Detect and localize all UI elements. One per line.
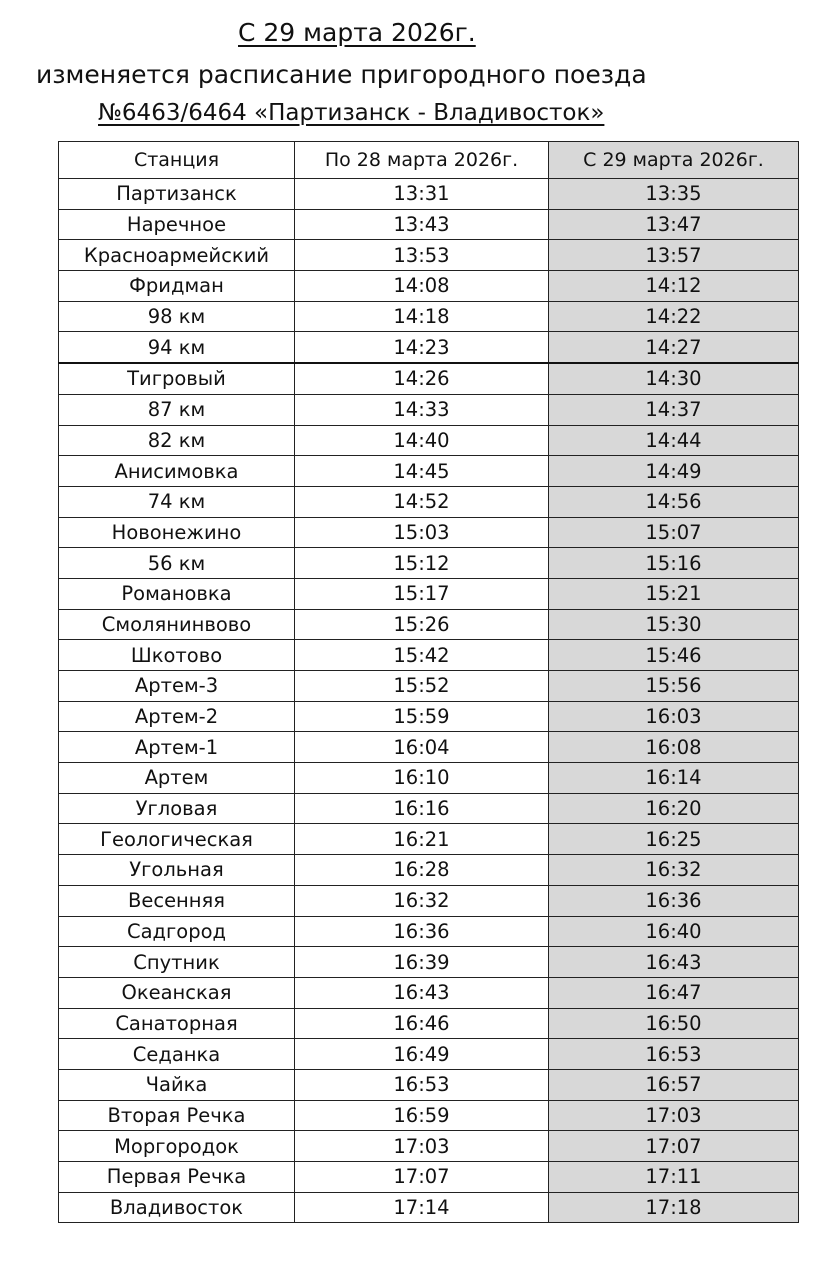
new-time-cell: 14:12 [549,271,799,302]
station-cell: 94 км [59,332,295,363]
station-cell: Фридман [59,271,295,302]
table-header-row [59,142,799,179]
new-time-cell: 14:27 [549,332,799,363]
column-header-old-time: По 28 марта 2026г. [295,142,549,179]
new-time-cell: 13:47 [549,209,799,240]
table-row [59,240,799,271]
old-time-cell: 16:32 [295,885,549,916]
table-row [59,486,799,517]
new-time-cell: 14:37 [549,394,799,425]
table-row [59,363,799,394]
old-time-cell: 17:14 [295,1192,549,1223]
new-time-cell: 16:36 [549,885,799,916]
station-cell: 74 км [59,486,295,517]
old-time-cell: 16:39 [295,947,549,978]
old-time-cell: 14:08 [295,271,549,302]
new-time-cell: 14:30 [549,363,799,394]
old-time-cell: 15:17 [295,578,549,609]
table-row [59,548,799,579]
table-row [59,1131,799,1162]
new-time-cell: 16:50 [549,1008,799,1039]
station-cell: Владивосток [59,1192,295,1223]
old-time-cell: 16:04 [295,732,549,763]
column-header-station: Станция [59,142,295,179]
new-time-cell: 16:43 [549,947,799,978]
table-row [59,1100,799,1131]
new-time-cell: 17:18 [549,1192,799,1223]
new-time-cell: 15:07 [549,517,799,548]
table-row [59,517,799,548]
station-cell: Артем [59,763,295,794]
new-time-cell: 15:46 [549,640,799,671]
station-cell: Смолянинвово [59,609,295,640]
station-cell: 56 км [59,548,295,579]
station-cell: Чайка [59,1069,295,1100]
old-time-cell: 16:53 [295,1069,549,1100]
table-row [59,793,799,824]
old-time-cell: 15:52 [295,671,549,702]
new-time-cell: 16:08 [549,732,799,763]
old-time-cell: 16:49 [295,1039,549,1070]
station-cell: Артем-1 [59,732,295,763]
station-cell: Партизанск [59,179,295,210]
table-row [59,855,799,886]
new-time-cell: 15:16 [549,548,799,579]
old-time-cell: 16:59 [295,1100,549,1131]
table-row [59,947,799,978]
old-time-cell: 17:07 [295,1162,549,1193]
old-time-cell: 15:12 [295,548,549,579]
table-row [59,1162,799,1193]
new-time-cell: 13:57 [549,240,799,271]
table-row [59,701,799,732]
station-cell: Артем-3 [59,671,295,702]
new-time-cell: 16:25 [549,824,799,855]
station-cell: Санаторная [59,1008,295,1039]
old-time-cell: 15:26 [295,609,549,640]
new-time-cell: 16:32 [549,855,799,886]
station-cell: Садгород [59,916,295,947]
new-time-cell: 16:14 [549,763,799,794]
station-cell: Новонежино [59,517,295,548]
station-cell: Наречное [59,209,295,240]
old-time-cell: 14:40 [295,425,549,456]
old-time-cell: 13:43 [295,209,549,240]
table-row [59,578,799,609]
table-row [59,732,799,763]
new-time-cell: 15:30 [549,609,799,640]
table-row [59,1069,799,1100]
new-time-cell: 14:49 [549,456,799,487]
table-row [59,394,799,425]
new-time-cell: 14:56 [549,486,799,517]
old-time-cell: 15:42 [295,640,549,671]
table-row [59,640,799,671]
station-cell: Угловая [59,793,295,824]
old-time-cell: 14:26 [295,363,549,394]
station-cell: Шкотово [59,640,295,671]
new-time-cell: 14:44 [549,425,799,456]
old-time-cell: 15:59 [295,701,549,732]
table-row [59,977,799,1008]
table-row [59,209,799,240]
new-time-cell: 17:07 [549,1131,799,1162]
table-row [59,456,799,487]
table-row [59,425,799,456]
old-time-cell: 16:43 [295,977,549,1008]
new-time-cell: 16:20 [549,793,799,824]
table-row [59,1192,799,1223]
old-time-cell: 16:10 [295,763,549,794]
station-cell: Угольная [59,855,295,886]
notice-subtitle: изменяется расписание пригородного поезда [36,60,647,89]
station-cell: 82 км [59,425,295,456]
station-cell: 87 км [59,394,295,425]
old-time-cell: 14:45 [295,456,549,487]
train-route-title: №6463/6464 «Партизанск - Владивосток» [98,100,605,126]
station-cell: Геологическая [59,824,295,855]
new-time-cell: 16:40 [549,916,799,947]
station-cell: Вторая Речка [59,1100,295,1131]
schedule-table [58,141,799,1223]
station-cell: Первая Речка [59,1162,295,1193]
new-time-cell: 16:03 [549,701,799,732]
new-time-cell: 13:35 [549,179,799,210]
station-cell: Анисимовка [59,456,295,487]
table-row [59,301,799,332]
station-cell: 98 км [59,301,295,332]
station-cell: Романовка [59,578,295,609]
station-cell: Океанская [59,977,295,1008]
old-time-cell: 16:46 [295,1008,549,1039]
old-time-cell: 14:33 [295,394,549,425]
table-row [59,824,799,855]
station-cell: Моргородок [59,1131,295,1162]
old-time-cell: 13:53 [295,240,549,271]
table-row [59,179,799,210]
old-time-cell: 14:18 [295,301,549,332]
table-row [59,671,799,702]
old-time-cell: 16:21 [295,824,549,855]
old-time-cell: 15:03 [295,517,549,548]
old-time-cell: 14:52 [295,486,549,517]
table-row [59,916,799,947]
station-cell: Весенняя [59,885,295,916]
new-time-cell: 14:22 [549,301,799,332]
new-time-cell: 17:03 [549,1100,799,1131]
station-cell: Тигровый [59,363,295,394]
new-time-cell: 17:11 [549,1162,799,1193]
new-time-cell: 16:47 [549,977,799,1008]
old-time-cell: 13:31 [295,179,549,210]
station-cell: Артем-2 [59,701,295,732]
new-time-cell: 15:21 [549,578,799,609]
old-time-cell: 14:23 [295,332,549,363]
station-cell: Спутник [59,947,295,978]
table-row [59,885,799,916]
table-row [59,609,799,640]
table-row [59,763,799,794]
old-time-cell: 17:03 [295,1131,549,1162]
new-time-cell: 16:57 [549,1069,799,1100]
old-time-cell: 16:28 [295,855,549,886]
table-row [59,332,799,363]
new-time-cell: 16:53 [549,1039,799,1070]
station-cell: Седанка [59,1039,295,1070]
table-row [59,271,799,302]
table-row [59,1039,799,1070]
table-row [59,1008,799,1039]
new-time-cell: 15:56 [549,671,799,702]
notice-date-title: С 29 марта 2026г. [238,18,476,47]
station-cell: Красноармейский [59,240,295,271]
old-time-cell: 16:16 [295,793,549,824]
old-time-cell: 16:36 [295,916,549,947]
column-header-new-time: С 29 марта 2026г. [549,142,799,179]
